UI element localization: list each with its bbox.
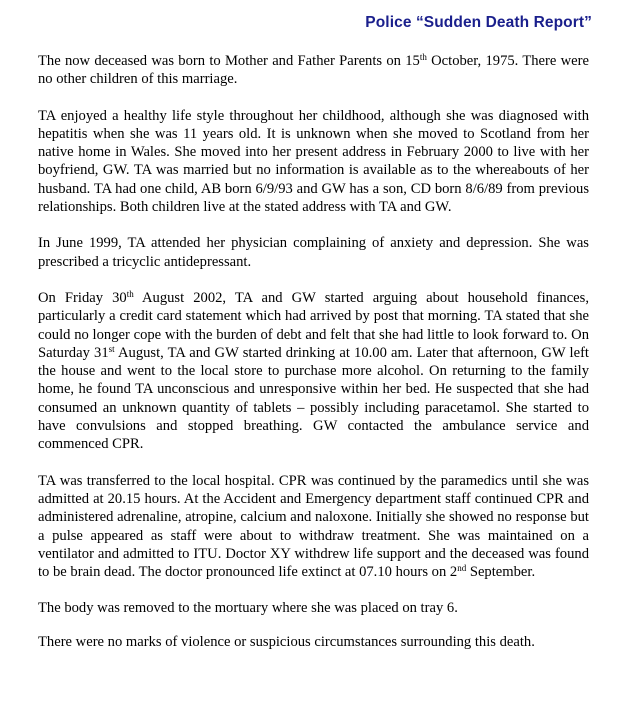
paragraph-mortuary: The body was removed to the mortuary where she was placed on tray 6. <box>38 600 458 617</box>
paragraph-text: TA was transferred to the local hospital. CPR was continued by the paramedics until she was admitted at 20.15 hours. At the Accident and Emergency department staff continued CPR and administered adrenaline, atropine, calcium and naloxone. Initially she showed no response but a pulse appeared as staff were about to withdraw treatment. She was maintained on a ventilator and admitted to ITU. Doctor XY withdrew life support and the deceased was found to be brain dead. The doctor pronounced life extinct at 07.10 hours on 2 <box>38 472 589 581</box>
paragraph-text: October, 1975. There were no other children of this marriage. <box>38 53 589 88</box>
paragraph-text: The now deceased was born to Mother and Father Parents on 15 <box>38 53 420 69</box>
superscript: th <box>126 289 134 300</box>
paragraph-conclusion: There were no marks of violence or suspicious circumstances surrounding this death. <box>38 633 535 650</box>
superscript: st <box>108 344 115 354</box>
paragraph-hospital <box>38 472 589 582</box>
paragraph-text: September. <box>466 564 536 581</box>
paragraph-events <box>38 289 589 454</box>
paragraph-text: August, TA and GW started drinking at 10.00 am. Later that afternoon, GW left the house and went to the local store to purchase more alcohol. On returning to the family home, he found TA unconscious and unresponsive within her bed. He suspected that she had consumed an unknown quantity of tablets – possibly including paracetamol. She started to have convulsions and stopped breathing. GW contacted the ambulance service and commenced CPR. <box>38 344 589 453</box>
report-title: Police “Sudden Death Report” <box>365 14 592 31</box>
superscript: th <box>419 52 427 63</box>
report-body <box>38 52 589 669</box>
paragraph-physician: In June 1999, TA attended her physician complaining of anxiety and depression. She was prescribed a tricyclic antidepressant. <box>38 235 589 270</box>
paragraph-history: TA enjoyed a healthy life style throughout her childhood, although she was diagnosed with hepatitis when she was 11 years old. It is unknown when she moved to Scotland from her native home in Wales. She moved into her present address in February 2000 to live with her boyfriend, GW. TA was married but no information is available as to the whereabouts of her husband. TA had one child, AB born 6/9/93 and GW has a son, CD born 8/6/89 from previous relationships. Both children live at the stated address with TA and GW. <box>38 107 589 216</box>
superscript: nd <box>457 563 467 574</box>
paragraph-text: On Friday 30 <box>38 289 127 306</box>
paragraph-text: August 2002, TA and GW started arguing about household finances, particularly a credit card statement which had arrived by post that morning. TA stated that she could no longer cope with the burden of debt and felt that she had little to look forward to. On Saturday 31 <box>38 289 589 361</box>
paragraph-birth <box>38 52 589 89</box>
